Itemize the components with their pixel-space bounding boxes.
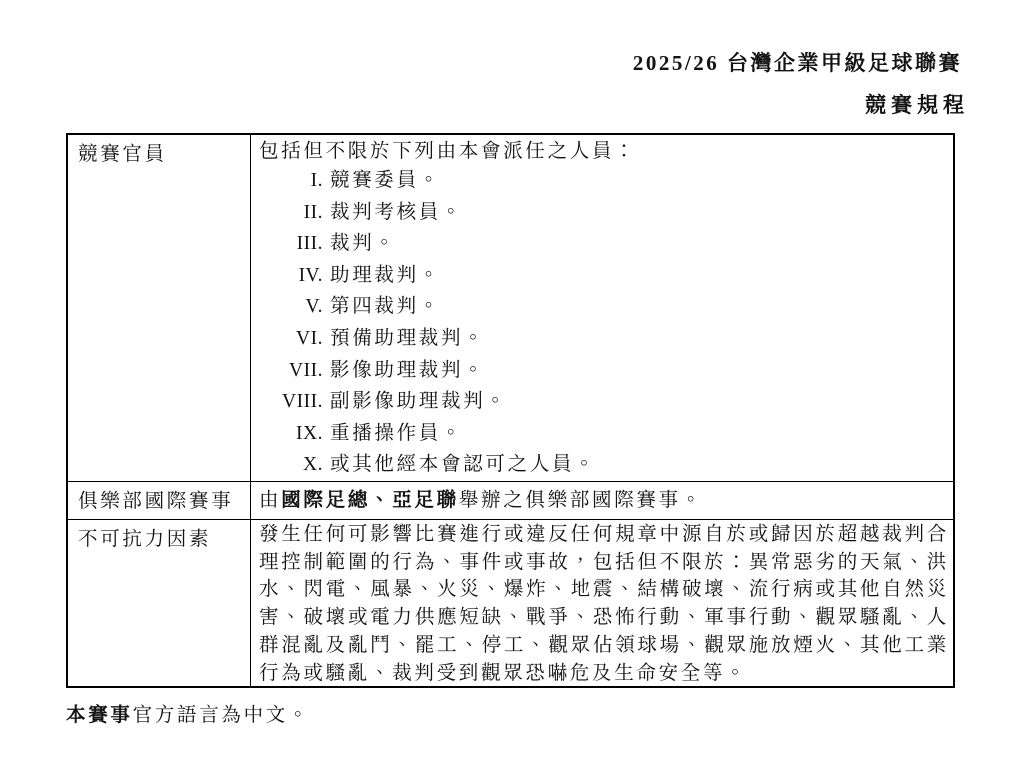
list-item-text: 副影像助理裁判。 <box>330 391 508 413</box>
list-item <box>259 323 949 355</box>
row-content-force-majeure <box>250 519 953 686</box>
list-item <box>259 449 949 481</box>
list-item <box>259 386 949 418</box>
list-item-text: 裁判。 <box>330 233 397 255</box>
row-content-club-international <box>250 481 953 519</box>
footer-note <box>66 702 310 730</box>
row-label-club-international: 俱樂部國際賽事 <box>68 481 250 519</box>
list-item-text: 或其他經本會認可之人員。 <box>330 454 597 476</box>
row-label-force-majeure: 不可抗力因素 <box>68 519 250 686</box>
page-subtitle: 競賽規程 <box>865 93 969 117</box>
list-item-text: 競賽委員。 <box>330 170 442 191</box>
list-item <box>259 260 949 292</box>
list-item-numeral: VIII. <box>282 391 323 413</box>
text-suffix: 舉辦之俱樂部國際賽事。 <box>458 490 704 511</box>
list-item-numeral: III. <box>296 233 323 255</box>
list-item <box>259 228 949 260</box>
list-item-text: 裁判考核員。 <box>330 201 464 223</box>
list-item <box>259 418 949 450</box>
list-item-text: 影像助理裁判。 <box>330 359 486 381</box>
club-international-text <box>259 482 949 515</box>
list-item-numeral: V. <box>305 296 323 318</box>
officials-intro-text: 包括但不限於下列由本會派任之人員： <box>259 141 637 162</box>
row-label-match-officials: 競賽官員 <box>78 144 167 165</box>
footer-rest-text: 官方語言為中文。 <box>132 705 311 726</box>
page-title: 2025/26 台灣企業甲級足球聯賽 <box>632 51 962 75</box>
list-item-numeral: VII. <box>289 359 323 381</box>
list-item-numeral: VI. <box>296 327 323 349</box>
list-item-text: 預備助理裁判。 <box>330 327 486 349</box>
list-item-numeral: IX. <box>296 422 323 444</box>
list-item <box>259 291 949 323</box>
list-item-numeral: X. <box>303 454 323 476</box>
force-majeure-text: 發生任何可影響比賽進行或違反任何規章中源自於或歸因於超越裁判合理控制範圍的行為、事件或事故，包括但不限於：異常惡劣的天氣、洪水、閃電、風暴、火災、爆炸、地震、結構破壞、流行病或其他自然災害、破壞或電力供應短缺、戰爭、恐怖行動、軍事行動、觀眾騷亂、人群混亂及亂鬥、罷工、停工、觀眾佔領球場、觀眾施放煙火、其他工業行為或騷亂、裁判受到觀眾恐嚇危及生命安全等。 <box>259 524 949 684</box>
list-item <box>259 197 949 229</box>
list-item-text: 助理裁判。 <box>330 264 442 286</box>
list-item-text: 第四裁判。 <box>330 296 442 318</box>
text-bold-organizations: 國際足總、亞足聯 <box>281 490 459 511</box>
list-item-numeral: IV. <box>298 264 323 286</box>
regulations-table <box>66 133 955 688</box>
list-item-numeral: I. <box>310 170 323 191</box>
list-item-text: 重播操作員。 <box>330 422 464 444</box>
list-item-numeral: II. <box>303 201 323 223</box>
row-content-match-officials <box>250 135 953 481</box>
text-prefix: 由 <box>259 490 282 511</box>
list-item <box>259 165 949 197</box>
footer-bold-text: 本賽事 <box>66 705 133 726</box>
list-item <box>259 355 949 387</box>
